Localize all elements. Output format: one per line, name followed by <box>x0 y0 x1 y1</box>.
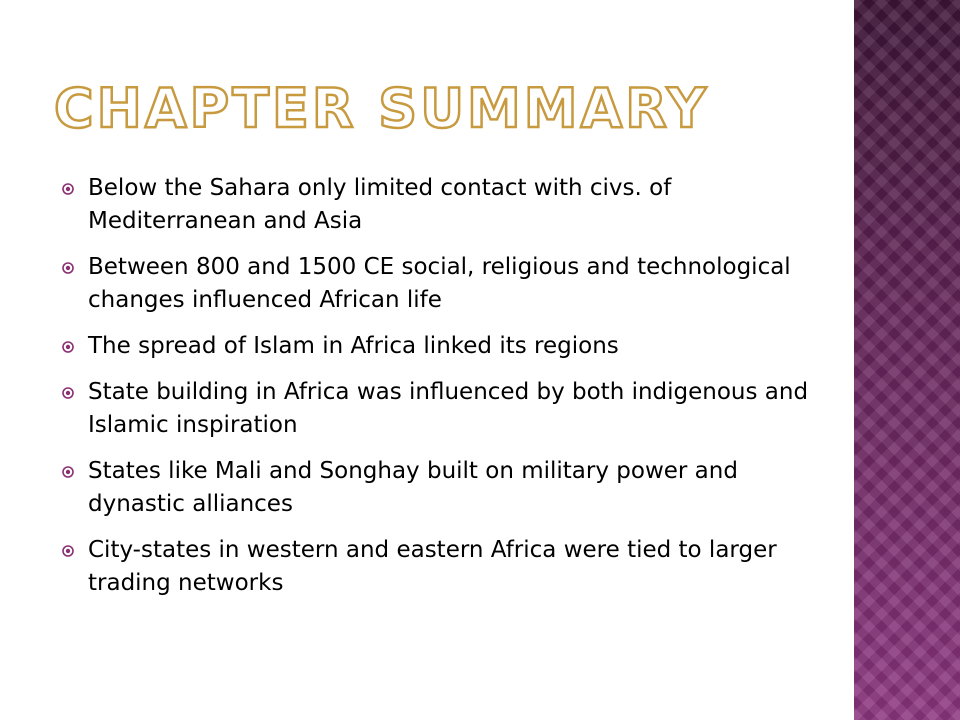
circle-bullet-icon <box>62 387 74 399</box>
bullet-list <box>62 172 832 613</box>
bullet-item <box>62 330 832 363</box>
circle-bullet-icon <box>62 466 74 478</box>
bullet-item <box>62 534 832 600</box>
bullet-text: States like Mali and Songhay built on military power and dynastic alliances <box>88 458 738 517</box>
decorative-side-band <box>854 0 960 720</box>
circle-bullet-icon <box>62 262 74 274</box>
circle-bullet-icon <box>62 183 74 195</box>
bullet-text: The spread of Islam in Africa linked its regions <box>88 333 619 359</box>
bullet-item <box>62 251 832 317</box>
bullet-item <box>62 455 832 521</box>
slide-title: CHAPTER SUMMARY <box>54 77 710 140</box>
bullet-text: State building in Africa was influenced by both indigenous and Islamic inspiration <box>88 379 809 438</box>
bullet-text: City-states in western and eastern Africa were tied to larger trading networks <box>88 537 777 596</box>
bullet-item <box>62 376 832 442</box>
circle-bullet-icon <box>62 545 74 557</box>
bullet-text: Below the Sahara only limited contact with civs. of Mediterranean and Asia <box>88 175 672 234</box>
bullet-text: Between 800 and 1500 CE social, religious and technological changes influenced African life <box>88 254 791 313</box>
circle-bullet-icon <box>62 341 74 353</box>
bullet-item <box>62 172 832 238</box>
